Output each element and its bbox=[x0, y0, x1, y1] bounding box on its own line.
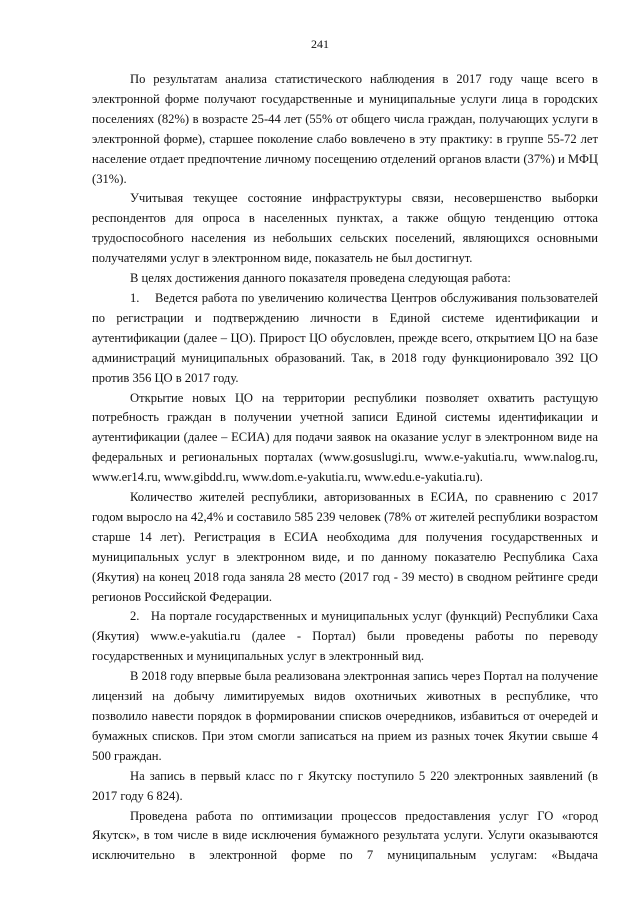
paragraph-work-intro: В целях достижения данного показателя проведена следующая работа: bbox=[130, 271, 511, 286]
paragraph-item-2-portal: 2. На портале государственных и муниципальных услуг (функций) Республики Саха (Якутия) www.e-yakutia.ru (далее - Портал) были проведены работы по переводу государственных и муниципальных услуг в электронный вид. bbox=[92, 609, 598, 664]
document-body bbox=[92, 70, 598, 866]
paragraph-esia-accounts: Открытие новых ЦО на территории республики позволяет охватить растущую потребность граждан в получении учетной записи Единой системы идентификации и аутентификации (далее – ЕСИА) для подачи заявок на оказание услуг в электронном виде на федеральных и региональных порталах (www.gosuslugi.ru, www.e-yakutia.ru, www.nalog.ru, www.er14.ru, www.gibdd.ru, www.dom.e-yakutia.ru, www.edu.e-yakutia.ru). bbox=[92, 390, 598, 485]
paragraph-hunting-licenses: В 2018 году впервые была реализована электронная запись через Портал на получение лицензий на добычу лимитируемых видов охотничьих животных в республике, что позволило навести порядок в формировании списков очередников, избавиться от очередей и бумажных списков. При этом смогли записаться на прием из разных точек Якутии свыше 4 500 граждан. bbox=[92, 669, 598, 763]
page-number: 241 bbox=[311, 37, 329, 51]
paragraph-yakutsk-optimization: Проведена работа по оптимизации процессов предоставления услуг ГО «город Якутск», в том числе в виде исключения бумажного результата услуги. Услуги оказываются исключительно в электронной форме по 7 муниципальным услугам: «Выдача bbox=[92, 808, 598, 863]
paragraph-school-enrollment: На запись в первый класс по г Якутску поступило 5 220 электронных заявлений (в 2017 году 6 824). bbox=[92, 768, 598, 803]
paragraph-statistics: По результатам анализа статистического наблюдения в 2017 году чаще всего в электронной форме получают государственные и муниципальные услуги лица в городских поселениях (82%) в возрасте 25-44 лет (55% от общего числа граждан, получающих услуги в электронной форме), старшее поколение слабо вовлечено в эту практику: в группе 55-72 лет население отдает предпочтение личному посещению отделений органов власти (37%) и МФЦ (31%). bbox=[92, 72, 598, 186]
paragraph-esia-users-count: Количество жителей республики, авторизованных в ЕСИА, по сравнению с 2017 годом выросло на 42,4% и составило 585 239 человек (78% от жителей республики возрастом старше 14 лет). Регистрация в ЕСИА необходима для получения государственных и муниципальных услуг в электронном виде, и по данному показателю Республика Саха (Якутия) на конец 2018 года заняла 28 место (2017 год - 39 место) в сводном рейтинге среди регионов Российской Федерации. bbox=[92, 490, 598, 604]
paragraph-infrastructure: Учитывая текущее состояние инфраструктуры связи, несовершенство выборки респондентов для опроса в населенных пунктах, а также общую тенденцию оттока трудоспособного населения из небольших сельских поселений, являющихся основными получателями услуг в электронном виде, показатель не был достигнут. bbox=[92, 191, 598, 266]
paragraph-item-1-service-centers: 1. Ведется работа по увеличению количества Центров обслуживания пользователей по регистрации и подтверждению личности в Единой системе идентификации и аутентификации (далее – ЦО). Прирост ЦО обусловлен, прежде всего, открытием ЦО на базе администраций муниципальных образований. Так, в 2018 году функционировало 392 ЦО против 356 ЦО в 2017 году. bbox=[92, 290, 598, 385]
